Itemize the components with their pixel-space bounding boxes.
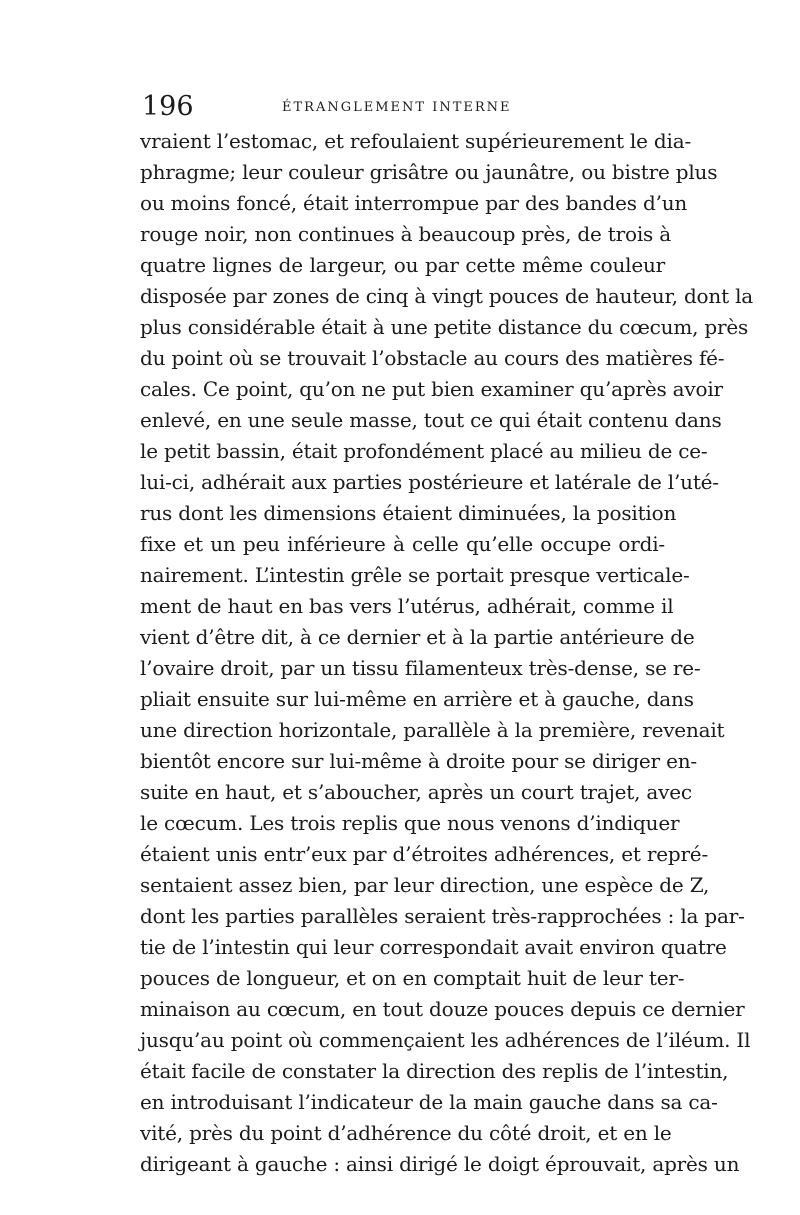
text-line: plus considérable était à une petite distance du cœcum, près xyxy=(140,315,749,339)
text-line: lui-ci, adhérait aux parties postérieure et latérale de l’uté- xyxy=(140,470,719,494)
text-line: vient d’être dit, à ce dernier et à la partie antérieure de xyxy=(140,625,695,649)
text-line: ment de haut en bas vers l’utérus, adhérait, comme il xyxy=(140,594,674,618)
page-number: 196 xyxy=(142,91,194,122)
text-line: nairement. L’intestin grêle se portait presque verticale- xyxy=(140,563,690,587)
text-line: tie de l’intestin qui leur correspondait avait environ quatre xyxy=(140,935,727,959)
text-line: sentaient assez bien, par leur direction, une espèce de Z, xyxy=(140,873,710,897)
text-line: rouge noir, non continues à beaucoup près, de trois à xyxy=(140,222,671,246)
text-line: le cœcum. Les trois replis que nous venons d’indiquer xyxy=(140,811,680,835)
running-title: ÉTRANGLEMENT INTERNE xyxy=(282,100,512,115)
text-line: dirigeant à gauche : ainsi dirigé le doigt éprouvait, après un xyxy=(140,1152,740,1176)
text-line: en introduisant l’indicateur de la main gauche dans sa ca- xyxy=(140,1090,718,1114)
text-line: du point où se trouvait l’obstacle au cours des matières fé- xyxy=(140,346,725,370)
text-line: vité, près du point d’adhérence du côté droit, et en le xyxy=(140,1121,672,1145)
text-line: était facile de constater la direction des replis de l’intestin, xyxy=(140,1059,729,1083)
text-line: ou moins foncé, était interrompue par des bandes d’un xyxy=(140,191,688,215)
text-line: pouces de longueur, et on en comptait huit de leur ter- xyxy=(140,966,685,990)
text-line: fixe et un peu inférieure à celle qu’elle occupe ordi- xyxy=(140,532,665,556)
text-line: l’ovaire droit, par un tissu filamenteux très-dense, se re- xyxy=(140,656,701,680)
body-text xyxy=(140,126,753,1180)
text-line: dont les parties parallèles seraient très-rapprochées : la par- xyxy=(140,904,745,928)
text-line: minaison au cœcum, en tout douze pouces depuis ce dernier xyxy=(140,997,745,1021)
text-line: suite en haut, et s’aboucher, après un court trajet, avec xyxy=(140,780,692,804)
text-line: rus dont les dimensions étaient diminuées, la position xyxy=(140,501,677,525)
text-line: enlevé, en une seule masse, tout ce qui était contenu dans xyxy=(140,408,722,432)
text-line: étaient unis entr’eux par d’étroites adhérences, et repré- xyxy=(140,842,708,866)
text-line: vraient l’estomac, et refoulaient supérieurement le dia- xyxy=(140,129,692,153)
text-line: bientôt encore sur lui-même à droite pour se diriger en- xyxy=(140,749,697,773)
text-line: disposée par zones de cinq à vingt pouces de hauteur, dont la xyxy=(140,284,753,308)
text-line: quatre lignes de largeur, ou par cette même couleur xyxy=(140,253,665,277)
running-head xyxy=(142,92,662,122)
text-line: le petit bassin, était profondément placé au milieu de ce- xyxy=(140,439,708,463)
text-line: pliait ensuite sur lui-même en arrière et à gauche, dans xyxy=(140,687,694,711)
text-line: cales. Ce point, qu’on ne put bien examiner qu’après avoir xyxy=(140,377,723,401)
text-line: phragme; leur couleur grisâtre ou jaunâtre, ou bistre plus xyxy=(140,160,718,184)
text-line: jusqu’au point où commençaient les adhérences de l’iléum. Il xyxy=(140,1028,751,1052)
text-line: une direction horizontale, parallèle à la première, revenait xyxy=(140,718,725,742)
